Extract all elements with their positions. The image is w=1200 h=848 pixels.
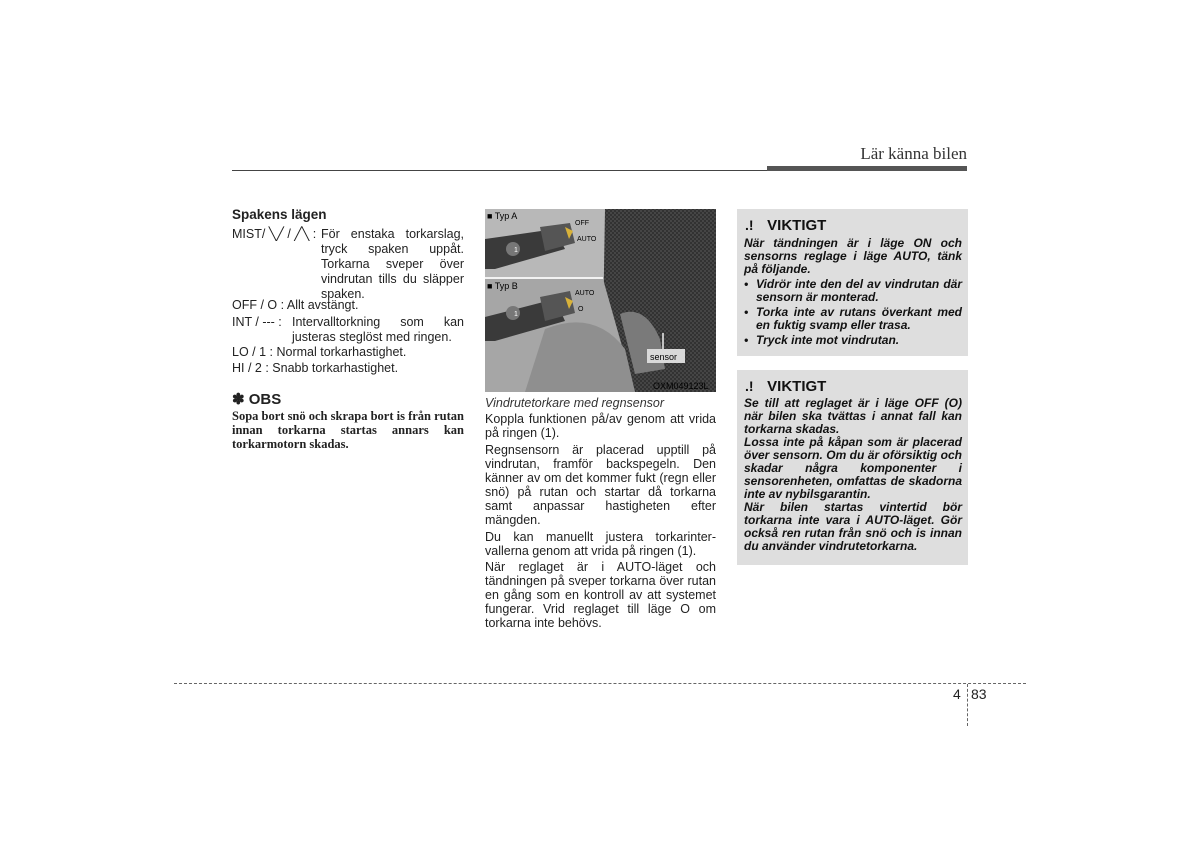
warning-2-heading bbox=[745, 378, 826, 395]
chapter-number: 4 bbox=[953, 686, 961, 702]
list-item: • Torka inte av rutans överkant med en fuktig svamp eller trasa. bbox=[744, 306, 962, 332]
label-ring-b: 1 bbox=[514, 311, 518, 318]
warning-icon: .! bbox=[745, 217, 754, 233]
obs-heading: ✽ OBS bbox=[232, 391, 282, 408]
label-auto-b: AUTO bbox=[575, 290, 595, 297]
footer-rule bbox=[174, 683, 1026, 684]
warning-icon: .! bbox=[745, 378, 754, 394]
warning-2-title: VIKTIGT bbox=[767, 378, 827, 395]
warning-1-intro: När tändningen är i läge ON och sensorns reglage i läge AUTO, tänk på följande. bbox=[744, 236, 962, 276]
warning-1-list bbox=[744, 278, 962, 347]
label-off: OFF bbox=[575, 220, 589, 227]
figure-code: OXM049123L bbox=[653, 381, 709, 391]
mist-text: För enstaka torkarslag, tryck spaken uppåt. Torkarna sveper över vindrutan tills du släpper spaken. bbox=[321, 227, 464, 301]
warning-1-body bbox=[744, 237, 962, 347]
label-ring-a: 1 bbox=[514, 247, 518, 254]
obs-text: Sopa bort snö och skrapa bort is från rutan innan torkarna startas annars kan torkarmotorn skadas. bbox=[232, 409, 464, 451]
middle-paragraph-2: Regnsensorn är placerad upptill på vindrutan, framför backspegeln. Den känner av om det kommer fukt (regn eller snö) på rutan och startar då torkarna samt anpassar hastigheten efter mängden. bbox=[485, 443, 716, 527]
warning-2-paragraph-1: Se till att reglaget är i läge OFF (O) när bilen ska tvättas i annat fall kan torkarna skadas. bbox=[744, 396, 962, 436]
wiper-figure bbox=[485, 209, 716, 392]
list-item: • Tryck inte mot vindrutan. bbox=[744, 334, 962, 347]
warning-box-1 bbox=[737, 209, 968, 356]
wiper-illustration bbox=[485, 209, 716, 392]
middle-paragraph-4: När reglaget är i AUTO-läget och tändningen på sveper torkarna över rutan en gång som en kontroll av att systemet fungerar. Vrid reglaget till läge O om torkarna inte behövs. bbox=[485, 560, 716, 630]
label-typ-b: ■ Typ B bbox=[487, 281, 518, 291]
section-heading: Spakens lägen bbox=[232, 207, 327, 222]
warning-2-body bbox=[744, 397, 962, 553]
header-bar bbox=[767, 166, 967, 171]
int-text: Intervalltorkning som kan justeras steglöst med ringen. bbox=[292, 315, 464, 344]
int-label: INT / --- : bbox=[232, 315, 282, 329]
page-number: 83 bbox=[971, 686, 987, 702]
warning-1-heading bbox=[745, 217, 826, 234]
off-entry: OFF / O : Allt avstängt. bbox=[232, 298, 359, 312]
figure-caption: Vindrutetorkare med regnsensor bbox=[485, 396, 665, 410]
warning-box-2 bbox=[737, 370, 968, 565]
footer-divider bbox=[967, 684, 968, 726]
chapter-title: Lär känna bilen bbox=[860, 144, 967, 163]
hi-entry: HI / 2 : Snabb torkarhastighet. bbox=[232, 361, 399, 375]
list-item: • Vidrör inte den del av vindrutan där sensorn är monterad. bbox=[744, 278, 962, 304]
warning-2-paragraph-3: När bilen startas vintertid bör torkarna inte vara i AUTO-läget. Gör också ren rutan från snö och is innan du använder vindrutetorkarna. bbox=[744, 500, 962, 553]
middle-paragraph-3: Du kan manuellt justera torkarinter-vallerna genom att vrida på ringen (1). bbox=[485, 530, 716, 558]
mist-entry bbox=[232, 227, 464, 302]
label-sensor: sensor bbox=[650, 352, 678, 362]
warning-1-title: VIKTIGT bbox=[767, 217, 827, 234]
mist-label: MIST/ ╲╱ / ╱╲ : bbox=[232, 227, 317, 241]
int-entry bbox=[232, 315, 464, 345]
label-o: O bbox=[578, 306, 584, 313]
label-typ-a: ■ Typ A bbox=[487, 211, 518, 221]
lo-entry: LO / 1 : Normal torkarhastighet. bbox=[232, 345, 407, 359]
middle-paragraph-1: Koppla funktionen på/av genom att vrida på ringen (1). bbox=[485, 412, 716, 440]
label-auto-a: AUTO bbox=[577, 236, 597, 243]
warning-2-paragraph-2: Lossa inte på kåpan som är placerad över sensorn. Om du är oförsiktig och skadar några komponenter i sensorenheten, omfattas de skadorna inte av nybilsgarantin. bbox=[744, 435, 962, 501]
